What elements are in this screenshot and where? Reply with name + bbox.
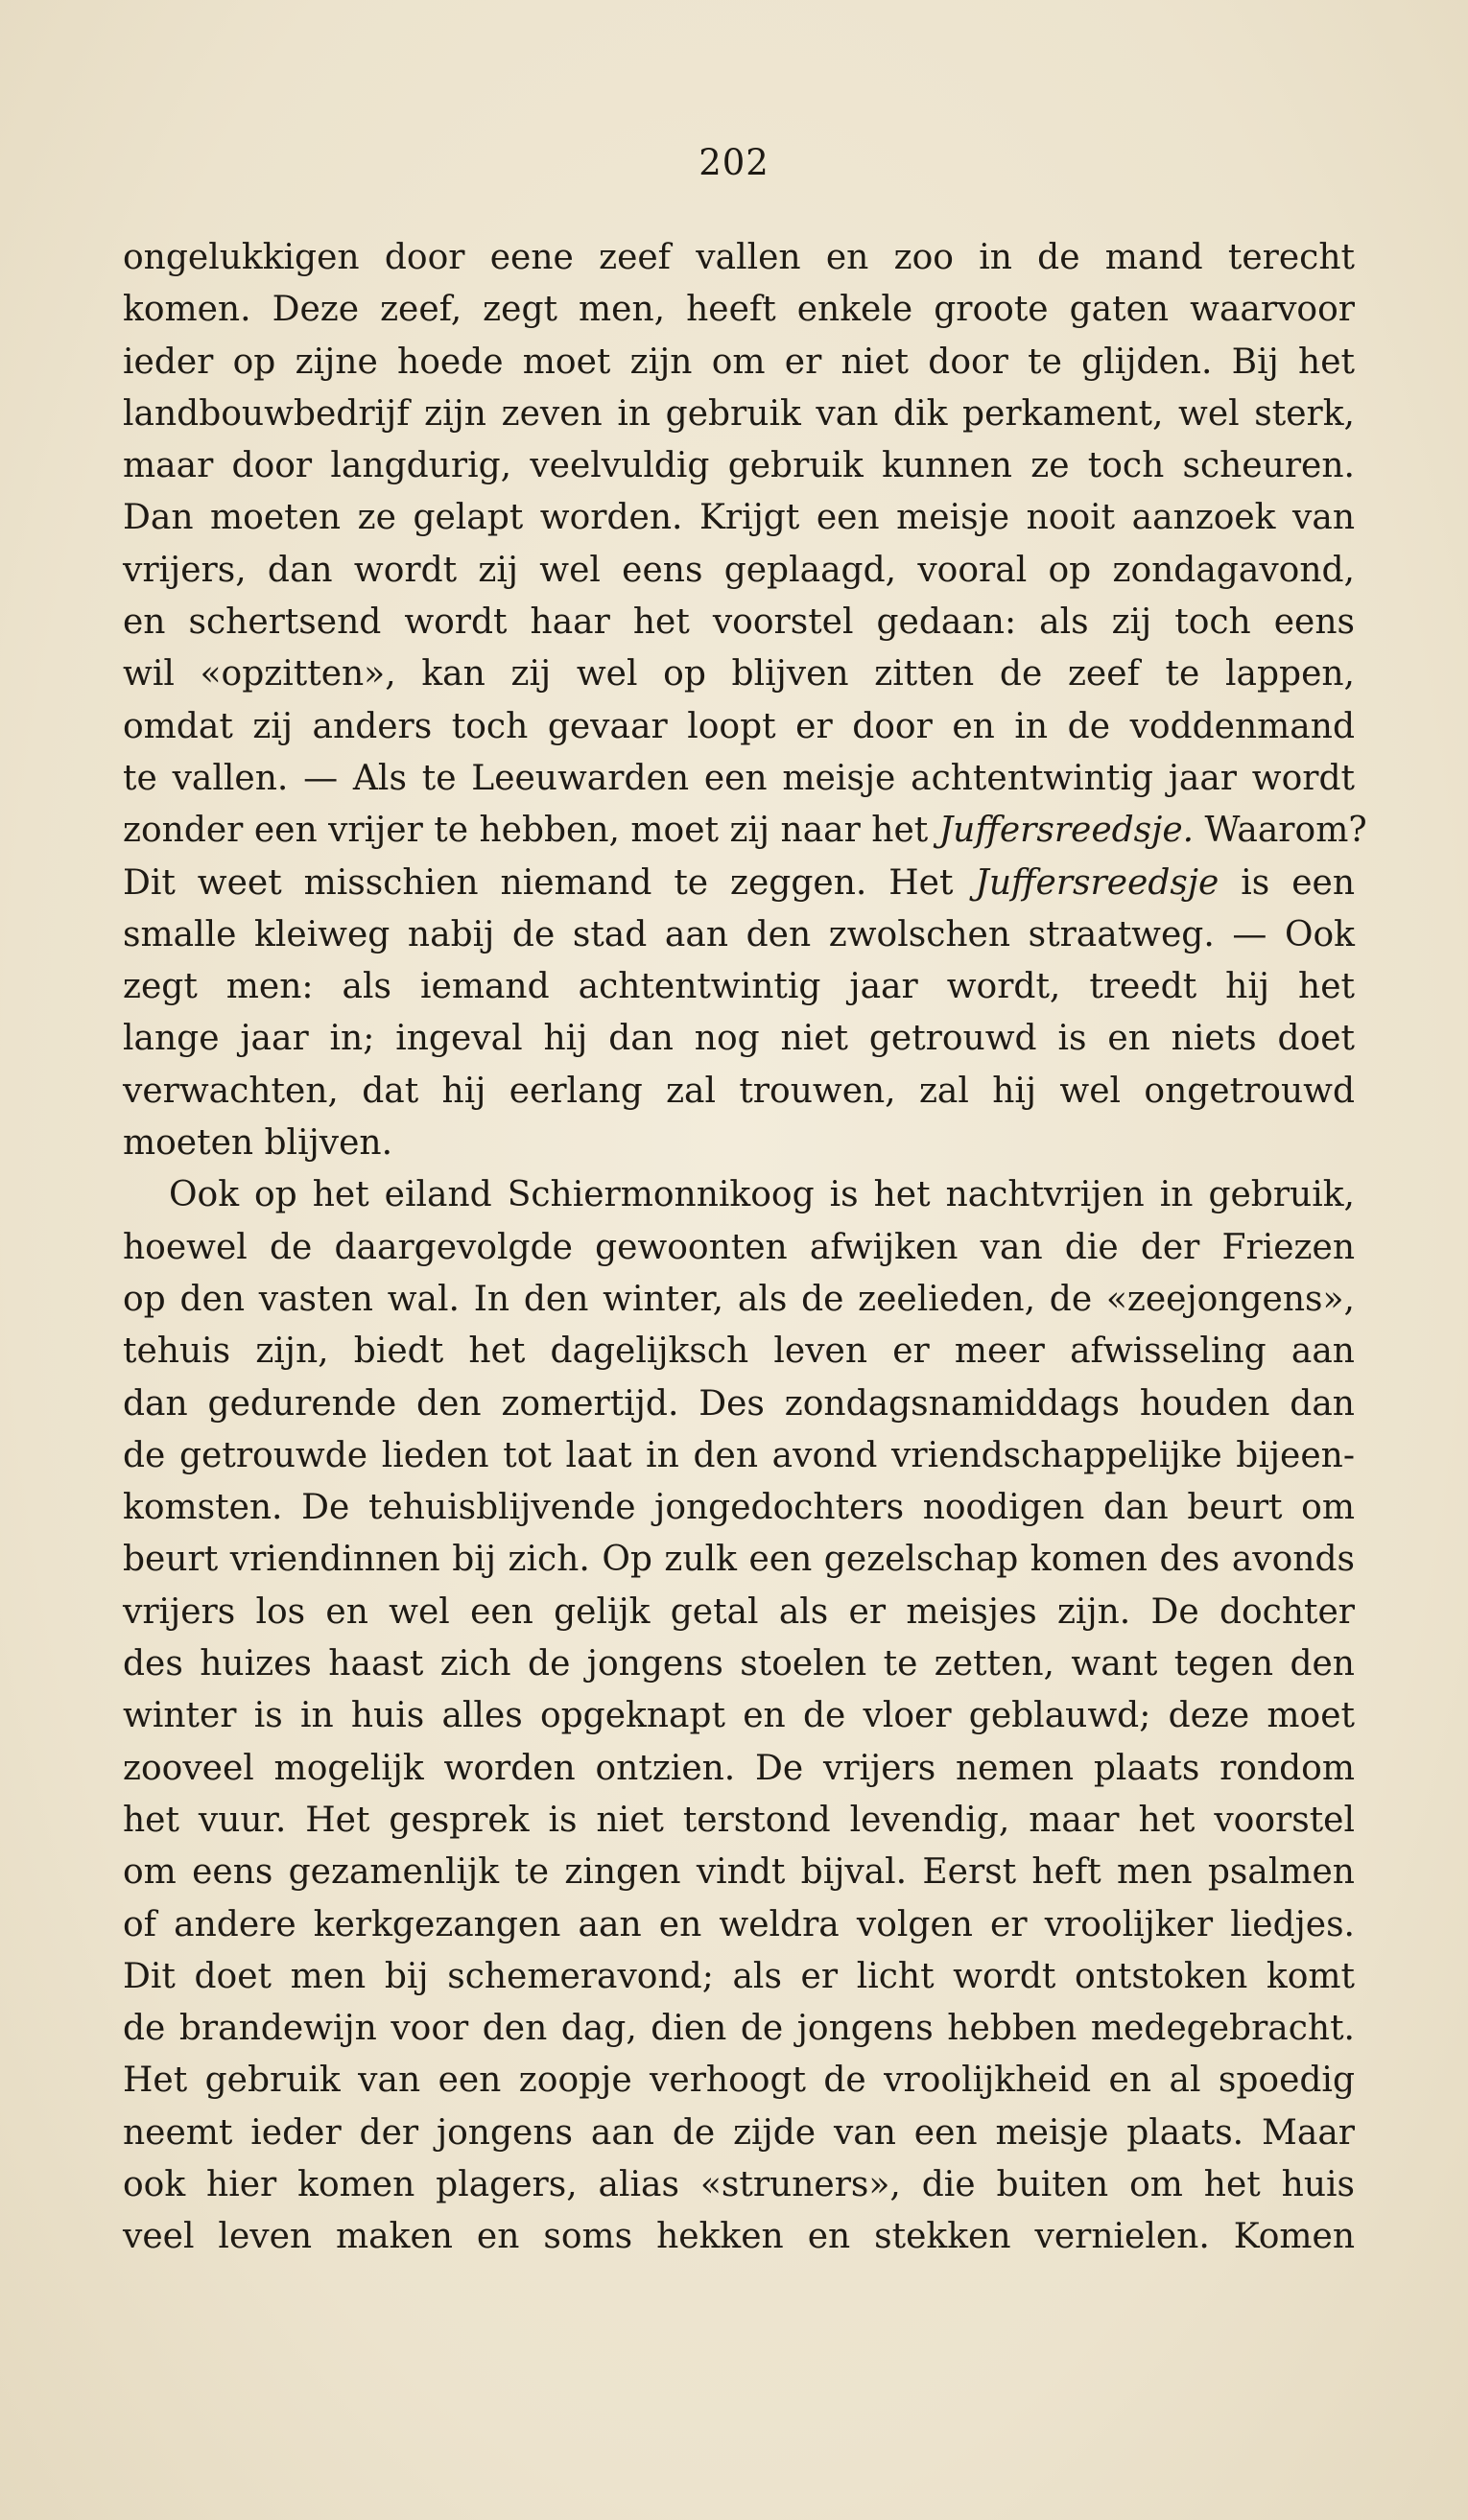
line-text: omdat zij anders toch gevaar loopt er door en in de voddenmand [123, 706, 1355, 746]
text-line [123, 2159, 1355, 2211]
text-line [123, 1066, 1355, 1118]
text-line [123, 1222, 1355, 1274]
line-text: komsten. De tehuisblijvende jongedochters noodigen dan beurt om [123, 1488, 1355, 1528]
text-line [123, 701, 1355, 753]
text-line [123, 2211, 1355, 2263]
text-line [123, 545, 1355, 597]
line-text: Het gebruik van een zoopje verhoogt de vroolijkheid en al spoedig [123, 2061, 1355, 2101]
line-text: de brandewijn voor den dag, dien de jongens hebben medegebracht. [123, 2009, 1355, 2049]
line-text: vrijers, dan wordt zij wel eens geplaagd, vooral op zondagavond, [123, 550, 1355, 590]
line-text: Ook op het eiland Schiermonnikoog is het nachtvrijen in gebruik, [169, 1175, 1355, 1215]
line-text: wil «opzitten», kan zij wel op blijven zitten de zeef te lappen, [123, 654, 1355, 695]
text-line [123, 1013, 1355, 1065]
text-line [123, 648, 1355, 700]
page-number: 202 [698, 142, 770, 183]
text-line [123, 2055, 1355, 2107]
line-text: de getrouwde lieden tot laat in den avond vriendschappelijke bijeen- [123, 1435, 1355, 1475]
line-text: neemt ieder der jongens aan de zijde van een meisje plaats. Maar [123, 2112, 1355, 2153]
line-text-after: Waarom? [1194, 811, 1367, 851]
text-line [123, 805, 1367, 857]
line-text: te vallen. — Als te Leeuwarden een meisje achtentwintig jaar wordt [123, 758, 1355, 798]
line-text: smalle kleiweg nabij de stad aan den zwolschen straatweg. — Ook [123, 914, 1355, 954]
text-line [123, 1951, 1355, 2003]
line-text: des huizes haast zich de jongens stoelen te zetten, want tegen den [123, 1644, 1355, 1684]
line-text: ongelukkigen door eene zeef vallen en zoo in de mand terecht [123, 238, 1355, 277]
line-text: vrijers los en wel een gelijk getal als er meisjes zijn. De dochter [123, 1591, 1355, 1632]
line-text: en schertsend wordt haar het voorstel gedaan: als zij toch eens [123, 602, 1355, 643]
text-line [123, 1274, 1355, 1326]
line-text: landbouwbedrijf zijn zeven in gebruik van dik perkament, wel sterk, [123, 393, 1355, 434]
body-text [123, 232, 1367, 2264]
line-text: of andere kerkgezangen aan en weldra volgen er vroolijker liedjes. [123, 1904, 1355, 1944]
line-text: Dit doet men bij schemeravond; als er licht wordt ontstoken komt [123, 1956, 1355, 1996]
text-line [123, 389, 1355, 440]
line-text: komen. Deze zeef, zegt men, heeft enkele groote gaten waarvoor [123, 290, 1355, 330]
text-line [123, 1690, 1355, 1742]
line-text: ieder op zijne hoede moet zijn om er niet door te glijden. Bij het [123, 341, 1355, 382]
text-line [123, 232, 1355, 284]
line-text: verwachten, dat hij eerlang zal trouwen, zal hij wel ongetrouwd [123, 1071, 1355, 1111]
text-line [123, 2108, 1355, 2159]
line-text: veel leven maken en soms hekken en stekken vernielen. Komen [123, 2217, 1355, 2257]
line-text: Dit weet misschien niemand te zeggen. Het [123, 862, 976, 903]
text-line [123, 1534, 1355, 1586]
text-line [123, 337, 1355, 389]
text-line [123, 1847, 1355, 1898]
line-text: Dan moeten ze gelapt worden. Krijgt een meisje nooit aanzoek van [123, 498, 1355, 538]
text-line [123, 1378, 1355, 1430]
text-line [123, 2003, 1355, 2055]
text-line [123, 1743, 1355, 1795]
text-line [123, 1482, 1355, 1534]
line-text: dan gedurende den zomertijd. Des zondagsnamiddags houden dan [123, 1383, 1355, 1424]
line-text: tehuis zijn, biedt het dagelijksch leven er meer afwisseling aan [123, 1331, 1355, 1372]
line-text: lange jaar in; ingeval hij dan nog niet getrouwd is en niets doet [123, 1019, 1355, 1059]
text-line [123, 284, 1355, 336]
text-line [123, 597, 1355, 648]
line-text: hoewel de daargevolgde gewoonten afwijken van die der Friezen [123, 1227, 1355, 1267]
text-line [123, 909, 1355, 961]
text-line [123, 1899, 1355, 1951]
italic-place-name: Juffersreedsje. [938, 811, 1195, 851]
text-line [123, 440, 1355, 492]
italic-place-name: Juffersreedsje [975, 862, 1219, 903]
line-text: om eens gezamenlijk te zingen vindt bijval. Eerst heft men psalmen [123, 1852, 1355, 1893]
text-line [123, 1169, 1355, 1221]
line-text: zegt men: als iemand achtentwintig jaar wordt, treedt hij het [123, 967, 1355, 1007]
line-text: op den vasten wal. In den winter, als de zeelieden, de «zeejongens», [123, 1279, 1355, 1319]
line-text: zooveel mogelijk worden ontzien. De vrijers nemen plaats rondom [123, 1748, 1355, 1788]
line-text: maar door langdurig, veelvuldig gebruik kunnen ze toch scheuren. [123, 446, 1355, 486]
line-text: het vuur. Het gesprek is niet terstond levendig, maar het voorstel [123, 1800, 1355, 1840]
text-line [123, 1326, 1355, 1378]
line-text: moeten blijven. [123, 1123, 393, 1164]
line-text: beurt vriendinnen bij zich. Op zulk een gezelschap komen des avonds [123, 1540, 1355, 1580]
text-line [123, 1795, 1355, 1847]
text-line [123, 492, 1355, 544]
text-line [123, 1118, 1355, 1169]
text-line [123, 1430, 1355, 1482]
text-line [123, 858, 1355, 909]
text-line [123, 1638, 1355, 1690]
text-line [123, 1587, 1355, 1638]
line-text: zonder een vrijer te hebben, moet zij naar het [123, 811, 939, 851]
line-text: ook hier komen plagers, alias «struners», die buiten om het huis [123, 2164, 1355, 2204]
line-text-after: is een [1219, 862, 1356, 903]
text-line [123, 961, 1355, 1013]
line-text: winter is in huis alles opgeknapt en de vloer geblauwd; deze moet [123, 1696, 1355, 1736]
text-line [123, 753, 1355, 805]
